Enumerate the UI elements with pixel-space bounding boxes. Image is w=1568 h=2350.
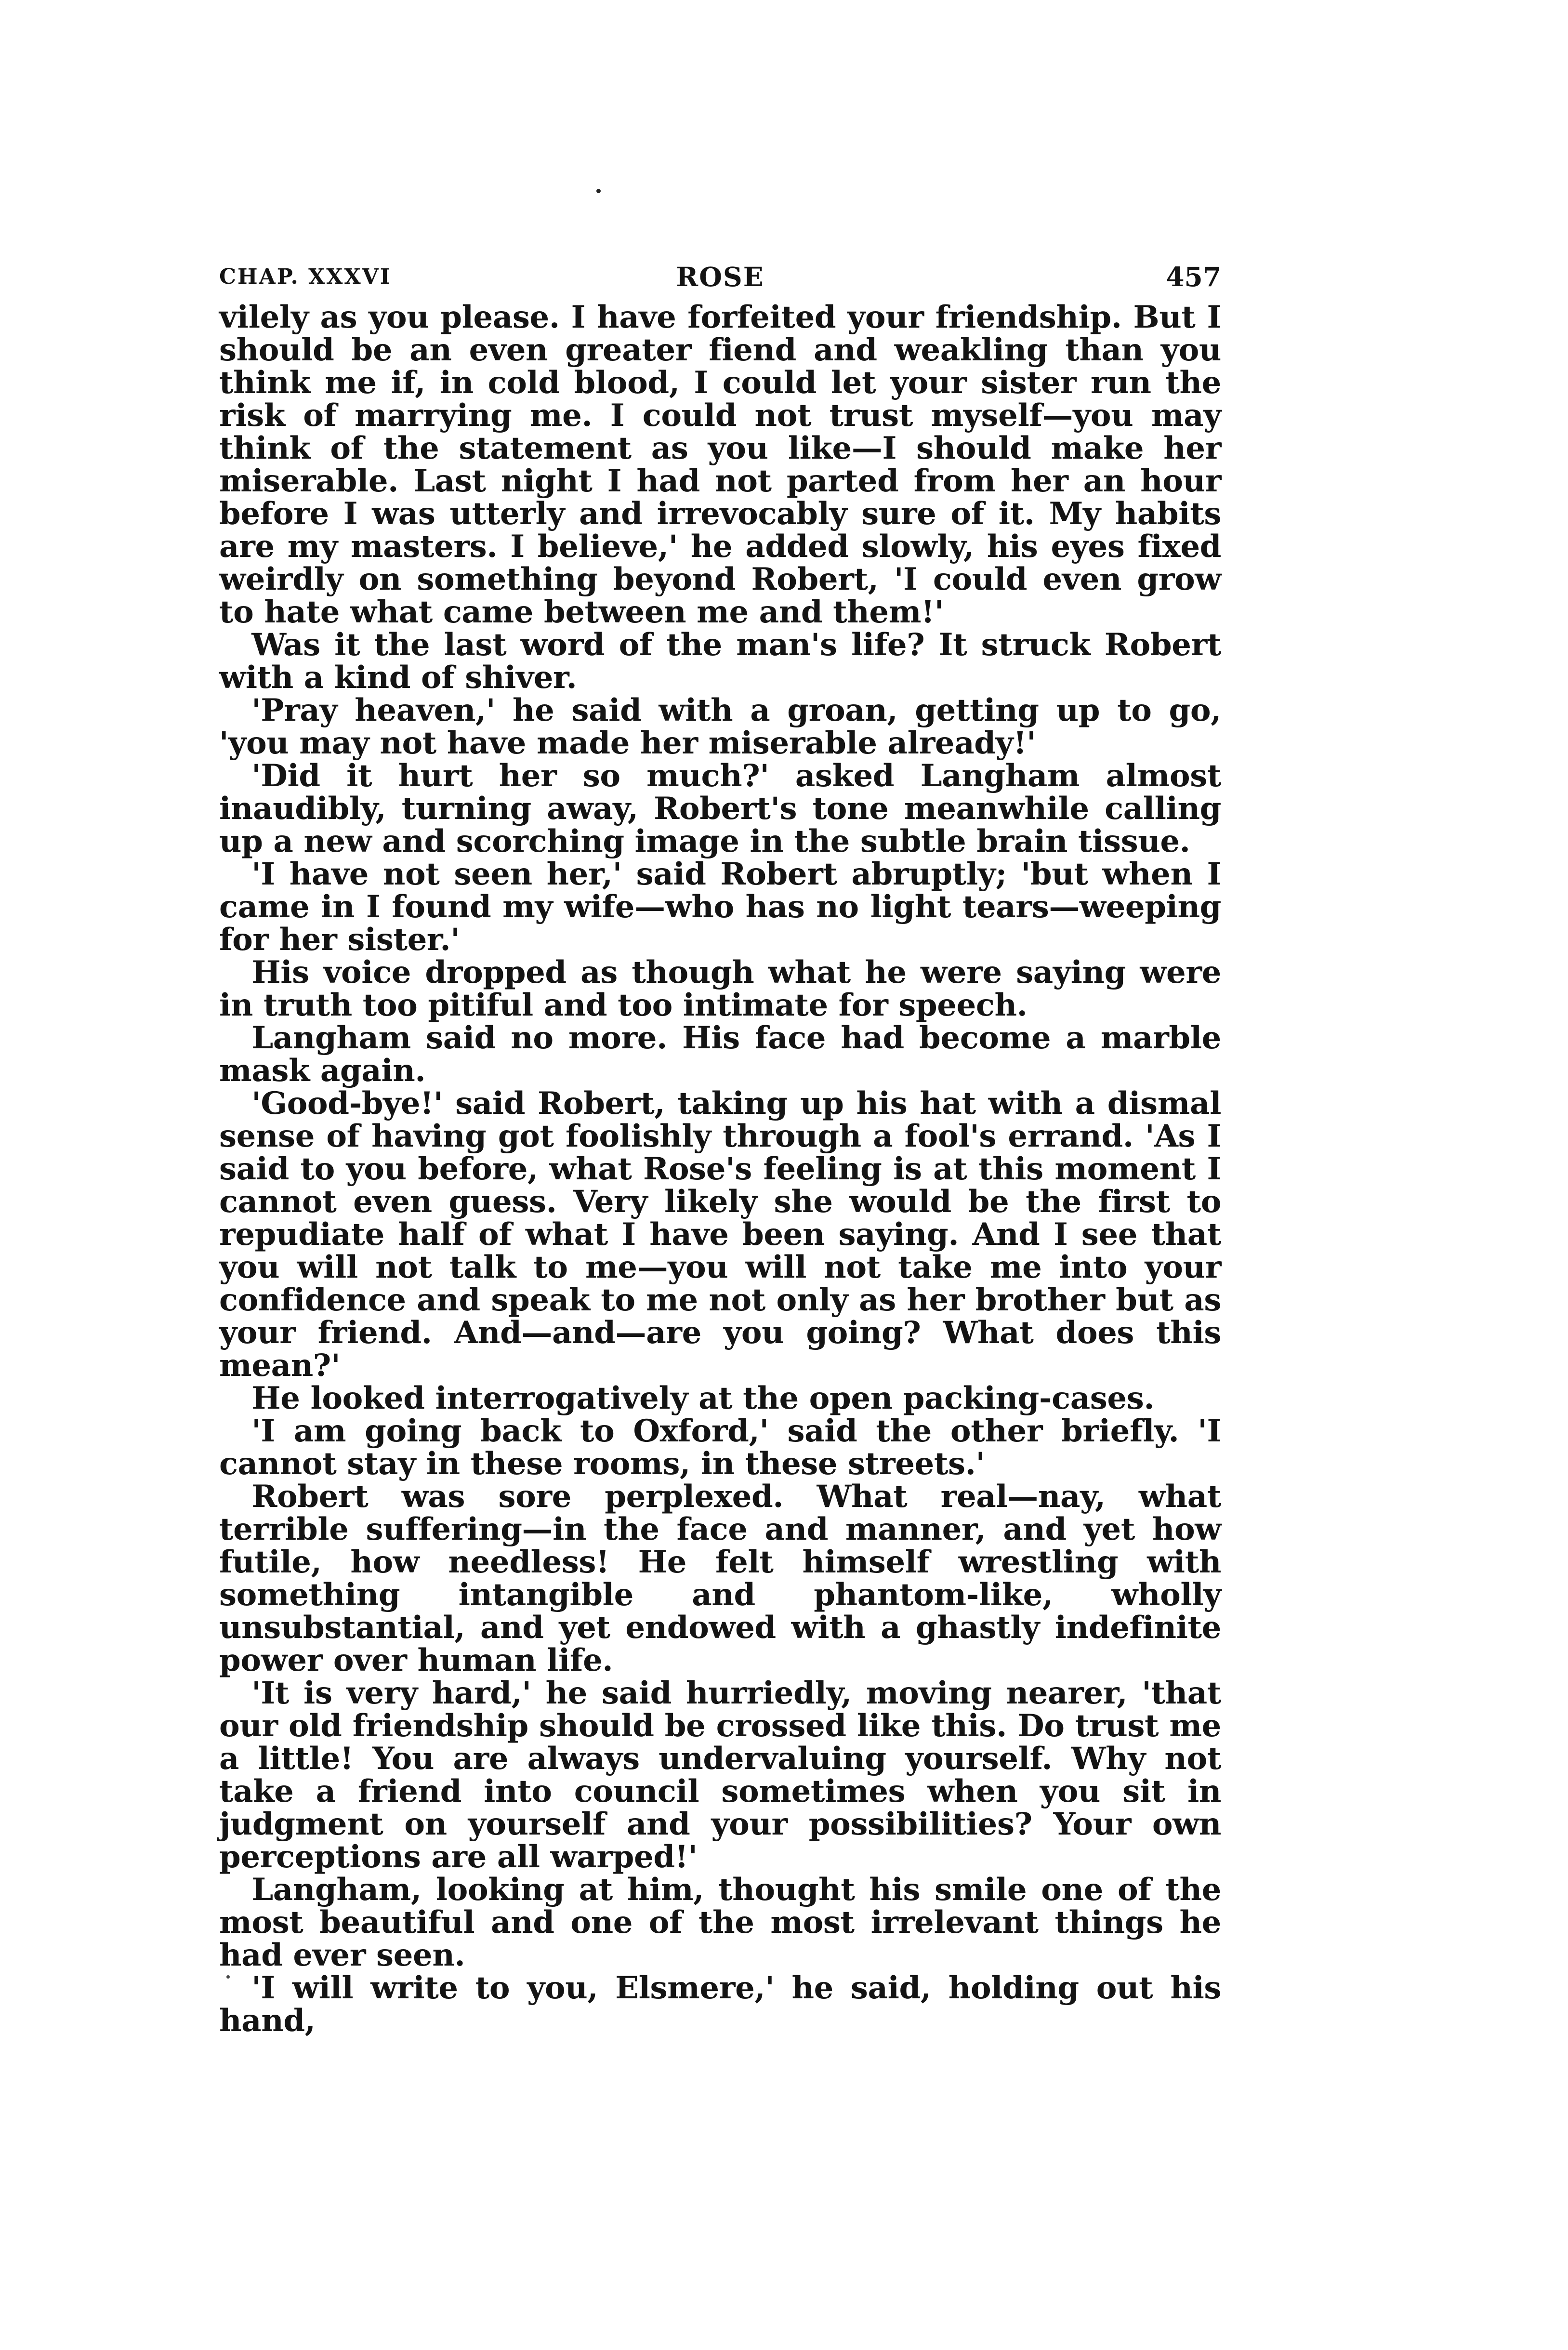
paragraph: 'I will write to you, Elsmere,' he said, holding out his hand, <box>219 1970 1221 2039</box>
paragraph: 'Good-bye!' said Robert, taking up his hat with a dismal sense of having got foolishly through a fool's errand. 'As I said to you before, what Rose's feeling is at this moment I cannot even guess. Very likely she would be the first to repudiate half of what I have been saying. And I see that you will not talk to me—you will not take me into your confidence and speak to me not only as her brother but as your friend. And—and—are you going? What does this mean?' <box>219 1085 1221 1384</box>
paragraph: 'I have not seen her,' said Robert abruptly; 'but when I came in I found my wife—who has no light tears—weeping for her sister.' <box>219 856 1221 958</box>
chapter-title: ROSE <box>676 261 764 292</box>
paragraph: Was it the last word of the man's life? It struck Robert with a kind of shiver. <box>219 627 1221 696</box>
paragraph: 'I am going back to Oxford,' said the other briefly. 'I cannot stay in these rooms, in these streets.' <box>219 1413 1221 1482</box>
running-head <box>219 258 1221 296</box>
paragraph: Robert was sore perplexed. What real—nay, what terrible suffering—in the face and manner, and yet how futile, how needless! He felt himself wrestling with something intangible and phantom-like, wholly unsubstantial, and yet endowed with a ghastly indefinite power over human life. <box>219 1479 1221 1678</box>
page-number: 457 <box>1166 261 1221 292</box>
stray-mark <box>226 1975 230 1979</box>
paragraph: 'It is very hard,' he said hurriedly, moving nearer, 'that our old friendship should be crossed like this. Do trust me a little! You are always undervaluing yourself. Why not take a friend into council sometimes when you sit in judgment on yourself and your possibilities? Your own perceptions are all warped!' <box>219 1675 1221 1875</box>
paragraph: Langham said no more. His face had become a marble mask again. <box>219 1020 1221 1089</box>
paragraph: His voice dropped as though what he were saying were in truth too pitiful and too intimate for speech. <box>219 954 1221 1023</box>
paragraph: 'Did it hurt her so much?' asked Langham almost inaudibly, turning away, Robert's tone meanwhile calling up a new and scorching image in the subtle brain tissue. <box>219 758 1221 859</box>
chapter-label: CHAP. XXXVI <box>219 264 392 289</box>
paragraph-continued: vilely as you please. I have forfeited your friendship. But I should be an even greater fiend and weakling than you think me if, in cold blood, I could let your sister run the risk of marrying me. I could not trust myself—you may think of the statement as you like—I should make her miserable. Last night I had not parted from her an hour before I was utterly and irrevocably sure of it. My habits are my masters. I believe,' he added slowly, his eyes fixed weirdly on something beyond Robert, 'I could even grow to hate what came between me and them!' <box>219 299 1221 630</box>
paragraph: He looked interrogatively at the open packing-cases. <box>251 1380 1155 1416</box>
ink-speck <box>596 189 601 193</box>
paragraph: 'Pray heaven,' he said with a groan, getting up to go, 'you may not have made her miserable already!' <box>219 692 1221 761</box>
body-text <box>219 301 1221 2037</box>
paragraph: Langham, looking at him, thought his smile one of the most beautiful and one of the most irrelevant things he had ever seen. <box>219 1872 1221 1973</box>
